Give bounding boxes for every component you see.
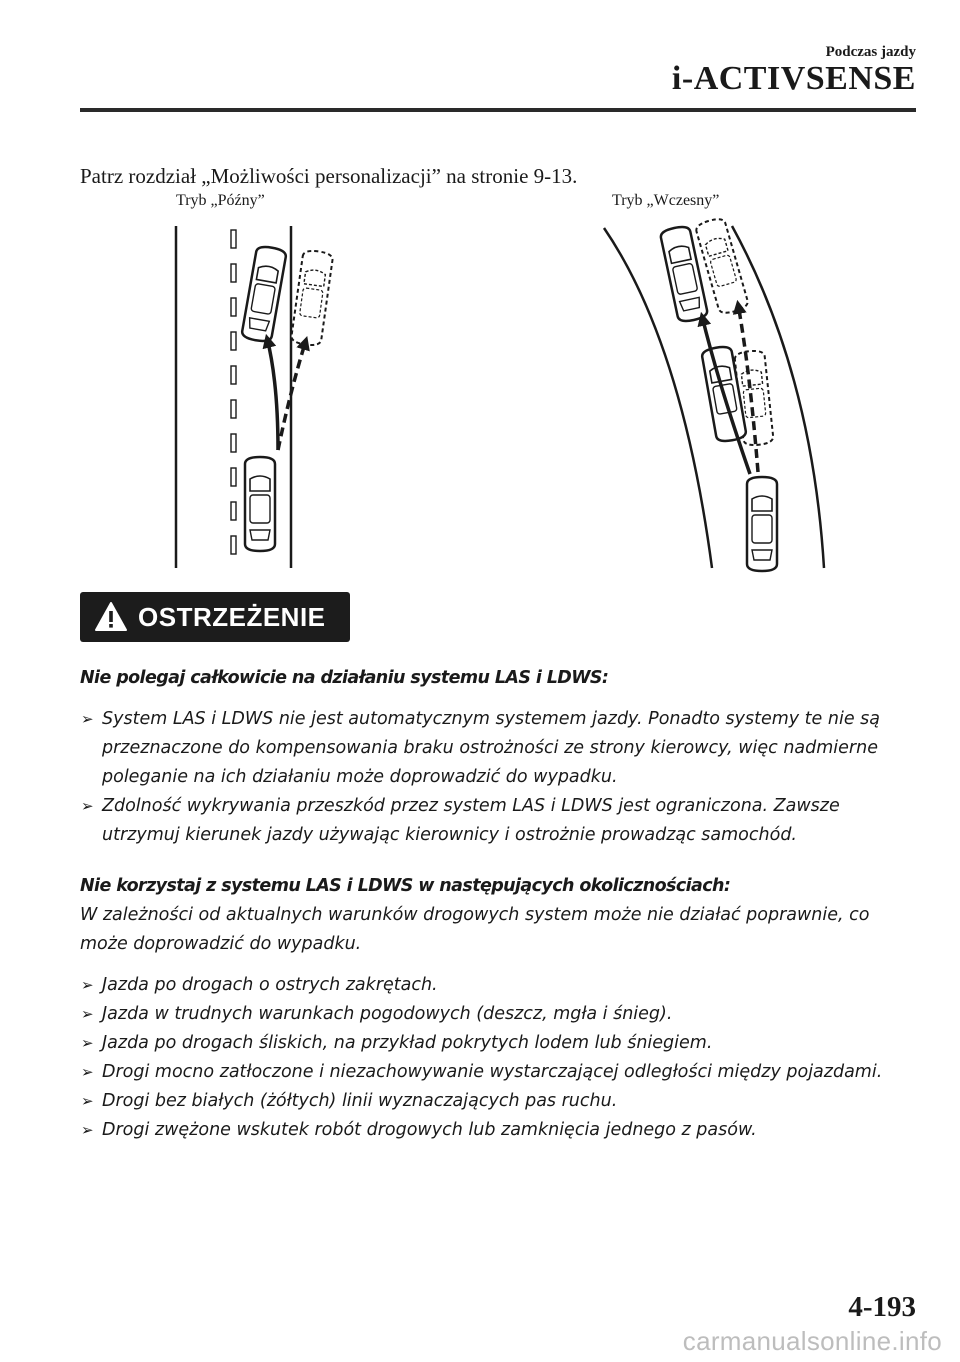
bullet-arrow-icon: ➢ [81,1092,94,1110]
warning-paragraph-2: W zależności od aktualnych warunków drogowych system może nie działać poprawnie, co może doprowadzić do wypadku. [80,905,870,954]
car-lower [747,477,777,571]
warning-label: OSTRZEŻENIE [138,602,326,632]
car-upper [241,245,287,343]
lane-dash [231,536,236,554]
warning-banner [80,592,350,642]
section-title: Podczas jazdy [825,44,916,60]
list-item: ➢ Jazda w trudnych warunkach pogodowych (deszcz, mgła i śnieg). [80,1000,920,1029]
lane-dash [231,332,236,350]
lane-dash [231,434,236,452]
list-item: ➢ Jazda po drogach o ostrych zakrętach. [80,971,920,1000]
list-item: ➢ Drogi mocno zatłoczone i niezachowywanie wystarczającej odległości między pojazdami. [80,1058,920,1087]
chapter-title: i-ACTIVSENSE [671,60,916,97]
bullet-arrow-icon: ➢ [81,1005,94,1023]
late-mode-illustration [160,222,310,572]
early-mode-caption: Tryb „Wczesny” [612,192,720,209]
list-item: ➢ Jazda po drogach śliskich, na przykład pokrytych lodem lub śniegiem. [80,1029,920,1058]
bullet-arrow-icon: ➢ [81,1063,94,1081]
intro-text: Patrz rozdział „Możliwości personalizacji” na stronie 9-13. [80,164,578,188]
lane-dash [231,298,236,316]
bullet-arrow-icon: ➢ [81,797,94,815]
list-item: ➢ System LAS i LDWS nie jest automatycznym systemem jazdy. Ponadto systemy te nie są przeznaczone do kompensowania braku ostrożności ze strony kierowcy, więc nadmierne poleganie na ich działaniu może doprowadzić do wypadku. [80,705,920,792]
list-item: ➢ Drogi zwężone wskutek robót drogowych lub zamknięcia jednego z pasów. [80,1116,920,1145]
warning-heading-1: Nie polegaj całkowicie na działaniu systemu LAS i LDWS: [80,668,609,688]
lane-dash [231,400,236,418]
car-lower [245,457,275,551]
car-ghost [291,249,334,346]
late-path-arrow [267,338,278,450]
bullet-arrow-icon: ➢ [81,976,94,994]
list-item: ➢ Zdolność wykrywania przeszkód przez system LAS i LDWS jest ograniczona. Zawsze utrzymuj kierunek jazdy używając kierownicy i ostrożnie prowadząc samochód. [80,792,920,850]
list-item: ➢ Drogi bez białych (żółtych) linii wyznaczających pas ruchu. [80,1087,920,1116]
lane-dash [231,502,236,520]
bullet-arrow-icon: ➢ [81,1121,94,1139]
early-mode-illustration [590,222,830,572]
bullet-arrow-icon: ➢ [81,710,94,728]
warning-triangle-icon [94,601,128,633]
page-number: 4-193 [848,1291,916,1323]
lane-dash [231,230,236,248]
late-mode-caption: Tryb „Późny” [176,192,265,209]
lane-dash [231,468,236,486]
lane-dash [231,366,236,384]
lane-divider-dashes [231,230,236,554]
watermark: carmanualsonline.info [682,1326,942,1356]
bullet-arrow-icon: ➢ [81,1034,94,1052]
header-rule [80,108,916,112]
warning-list-2 [80,971,920,1145]
warning-content [80,664,920,1145]
warning-heading-2: Nie korzystaj z systemu LAS i LDWS w następujących okolicznościach: [80,876,731,896]
warning-list-1 [80,705,920,850]
lane-dash [231,264,236,282]
